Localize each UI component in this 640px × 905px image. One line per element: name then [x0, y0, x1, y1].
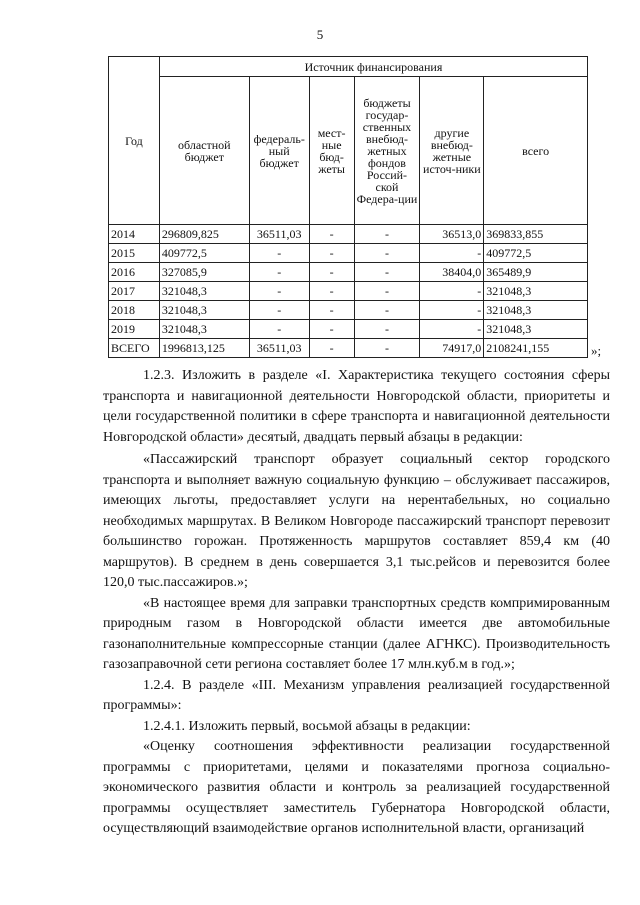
cell-regional: 321048,3	[159, 320, 249, 339]
table-row	[109, 244, 588, 263]
cell-regional: 409772,5	[159, 244, 249, 263]
cell-funds: -	[354, 225, 420, 244]
table-row	[109, 320, 588, 339]
cell-year: 2014	[109, 225, 160, 244]
cell-other: 74917,0	[420, 339, 484, 358]
cell-other: -	[420, 320, 484, 339]
header-state-funds: бюджеты государ-ственных внебюд-жетных фондов Россий-ской Федера-ции	[354, 77, 420, 225]
cell-funds: -	[354, 282, 420, 301]
cell-federal: -	[249, 244, 309, 263]
cell-other: -	[420, 282, 484, 301]
financing-table	[108, 56, 588, 358]
cell-year: 2016	[109, 263, 160, 282]
cell-total: 321048,3	[484, 301, 588, 320]
cell-local: -	[309, 301, 354, 320]
cell-regional: 296809,825	[159, 225, 249, 244]
cell-total: 2108241,155	[484, 339, 588, 358]
paragraph-1-2-3: 1.2.3. Изложить в разделе «I. Характеристика текущего состояния сферы транспорта и навигационной деятельности Новгородской области, приоритеты и цели государственной политики в сфере транспорта и навигационной деятельности Новгородской области» десятый, двадцать первый абзацы в редакции:	[103, 368, 610, 445]
paragraph-passenger-transport: «Пассажирский транспорт образует социальный сектор городского транспорта и выполняет важную социальную функцию – обслуживает пассажиров, имеющих льготы, предоставляет услуги на нерентабельных, но социально необходимых маршрутах. В Великом Новгороде пассажирский транспорт перевозит большинство горожан. Протяженность маршрутов составляет 859,4 км (40 маршрутов). В среднем в день совершается 3,1 тыс.рейсов и перевозится более 120,0 тыс.пассажиров.»;	[103, 452, 610, 590]
cell-year: 2018	[109, 301, 160, 320]
paragraph-evaluation: «Оценку соотношения эффективности реализации государственной программы с приоритетами, целями и показателями прогноза социально-экономического развития области и контроль за реализацией государственной программы осуществляет заместитель Губернатора Новгородской области, осуществляющий взаимодействие органов исполнительной власти, организаций	[103, 739, 610, 836]
table-row	[109, 282, 588, 301]
cell-funds: -	[354, 320, 420, 339]
cell-year: 2015	[109, 244, 160, 263]
cell-funds: -	[354, 339, 420, 358]
cell-other: -	[420, 301, 484, 320]
cell-federal: -	[249, 282, 309, 301]
table-row-total	[109, 339, 588, 358]
cell-funds: -	[354, 263, 420, 282]
cell-funds: -	[354, 244, 420, 263]
cell-federal: -	[249, 263, 309, 282]
header-year: Год	[109, 57, 160, 225]
cell-federal: 36511,03	[249, 225, 309, 244]
cell-other: -	[420, 244, 484, 263]
cell-total: 369833,855	[484, 225, 588, 244]
cell-local: -	[309, 263, 354, 282]
table-row	[109, 301, 588, 320]
cell-local: -	[309, 282, 354, 301]
document-body	[103, 366, 610, 840]
cell-regional: 321048,3	[159, 301, 249, 320]
cell-total: 365489,9	[484, 263, 588, 282]
table-closing-quote: »;	[591, 343, 602, 358]
table-row	[109, 263, 588, 282]
cell-funds: -	[354, 301, 420, 320]
cell-federal: -	[249, 301, 309, 320]
header-source: Источник финансирования	[159, 57, 587, 77]
cell-other: 38404,0	[420, 263, 484, 282]
cell-federal: 36511,03	[249, 339, 309, 358]
cell-year: 2019	[109, 320, 160, 339]
cell-year: 2017	[109, 282, 160, 301]
cell-regional: 1996813,125	[159, 339, 249, 358]
paragraph-gas-stations: «В настоящее время для заправки транспортных средств компримированным природным газом в Новгородской области имеется две автомобильные газонаполнительные компрессорные станции (далее АГНКС). Производительность газозаправочной сети региона составляет более 17 млн.куб.м в год.»;	[103, 595, 610, 672]
page-number: 5	[316, 27, 324, 42]
cell-local: -	[309, 244, 354, 263]
header-total: всего	[484, 77, 588, 225]
header-local-budgets: мест-ные бюд-жеты	[309, 77, 354, 225]
cell-regional: 321048,3	[159, 282, 249, 301]
cell-year: ВСЕГО	[109, 339, 160, 358]
table-row	[109, 225, 588, 244]
cell-local: -	[309, 339, 354, 358]
header-federal-budget: федераль-ный бюджет	[249, 77, 309, 225]
cell-federal: -	[249, 320, 309, 339]
cell-total: 409772,5	[484, 244, 588, 263]
paragraph-1-2-4: 1.2.4. В разделе «III. Механизм управления реализацией государственной программы»:	[103, 677, 610, 713]
header-other-sources: другие внебюд-жетные источ-ники	[420, 77, 484, 225]
cell-local: -	[309, 225, 354, 244]
cell-total: 321048,3	[484, 320, 588, 339]
cell-local: -	[309, 320, 354, 339]
cell-other: 36513,0	[420, 225, 484, 244]
paragraph-1-2-4-1: 1.2.4.1. Изложить первый, восьмой абзацы в редакции:	[143, 718, 471, 734]
cell-regional: 327085,9	[159, 263, 249, 282]
header-regional-budget: областной бюджет	[159, 77, 249, 225]
cell-total: 321048,3	[484, 282, 588, 301]
